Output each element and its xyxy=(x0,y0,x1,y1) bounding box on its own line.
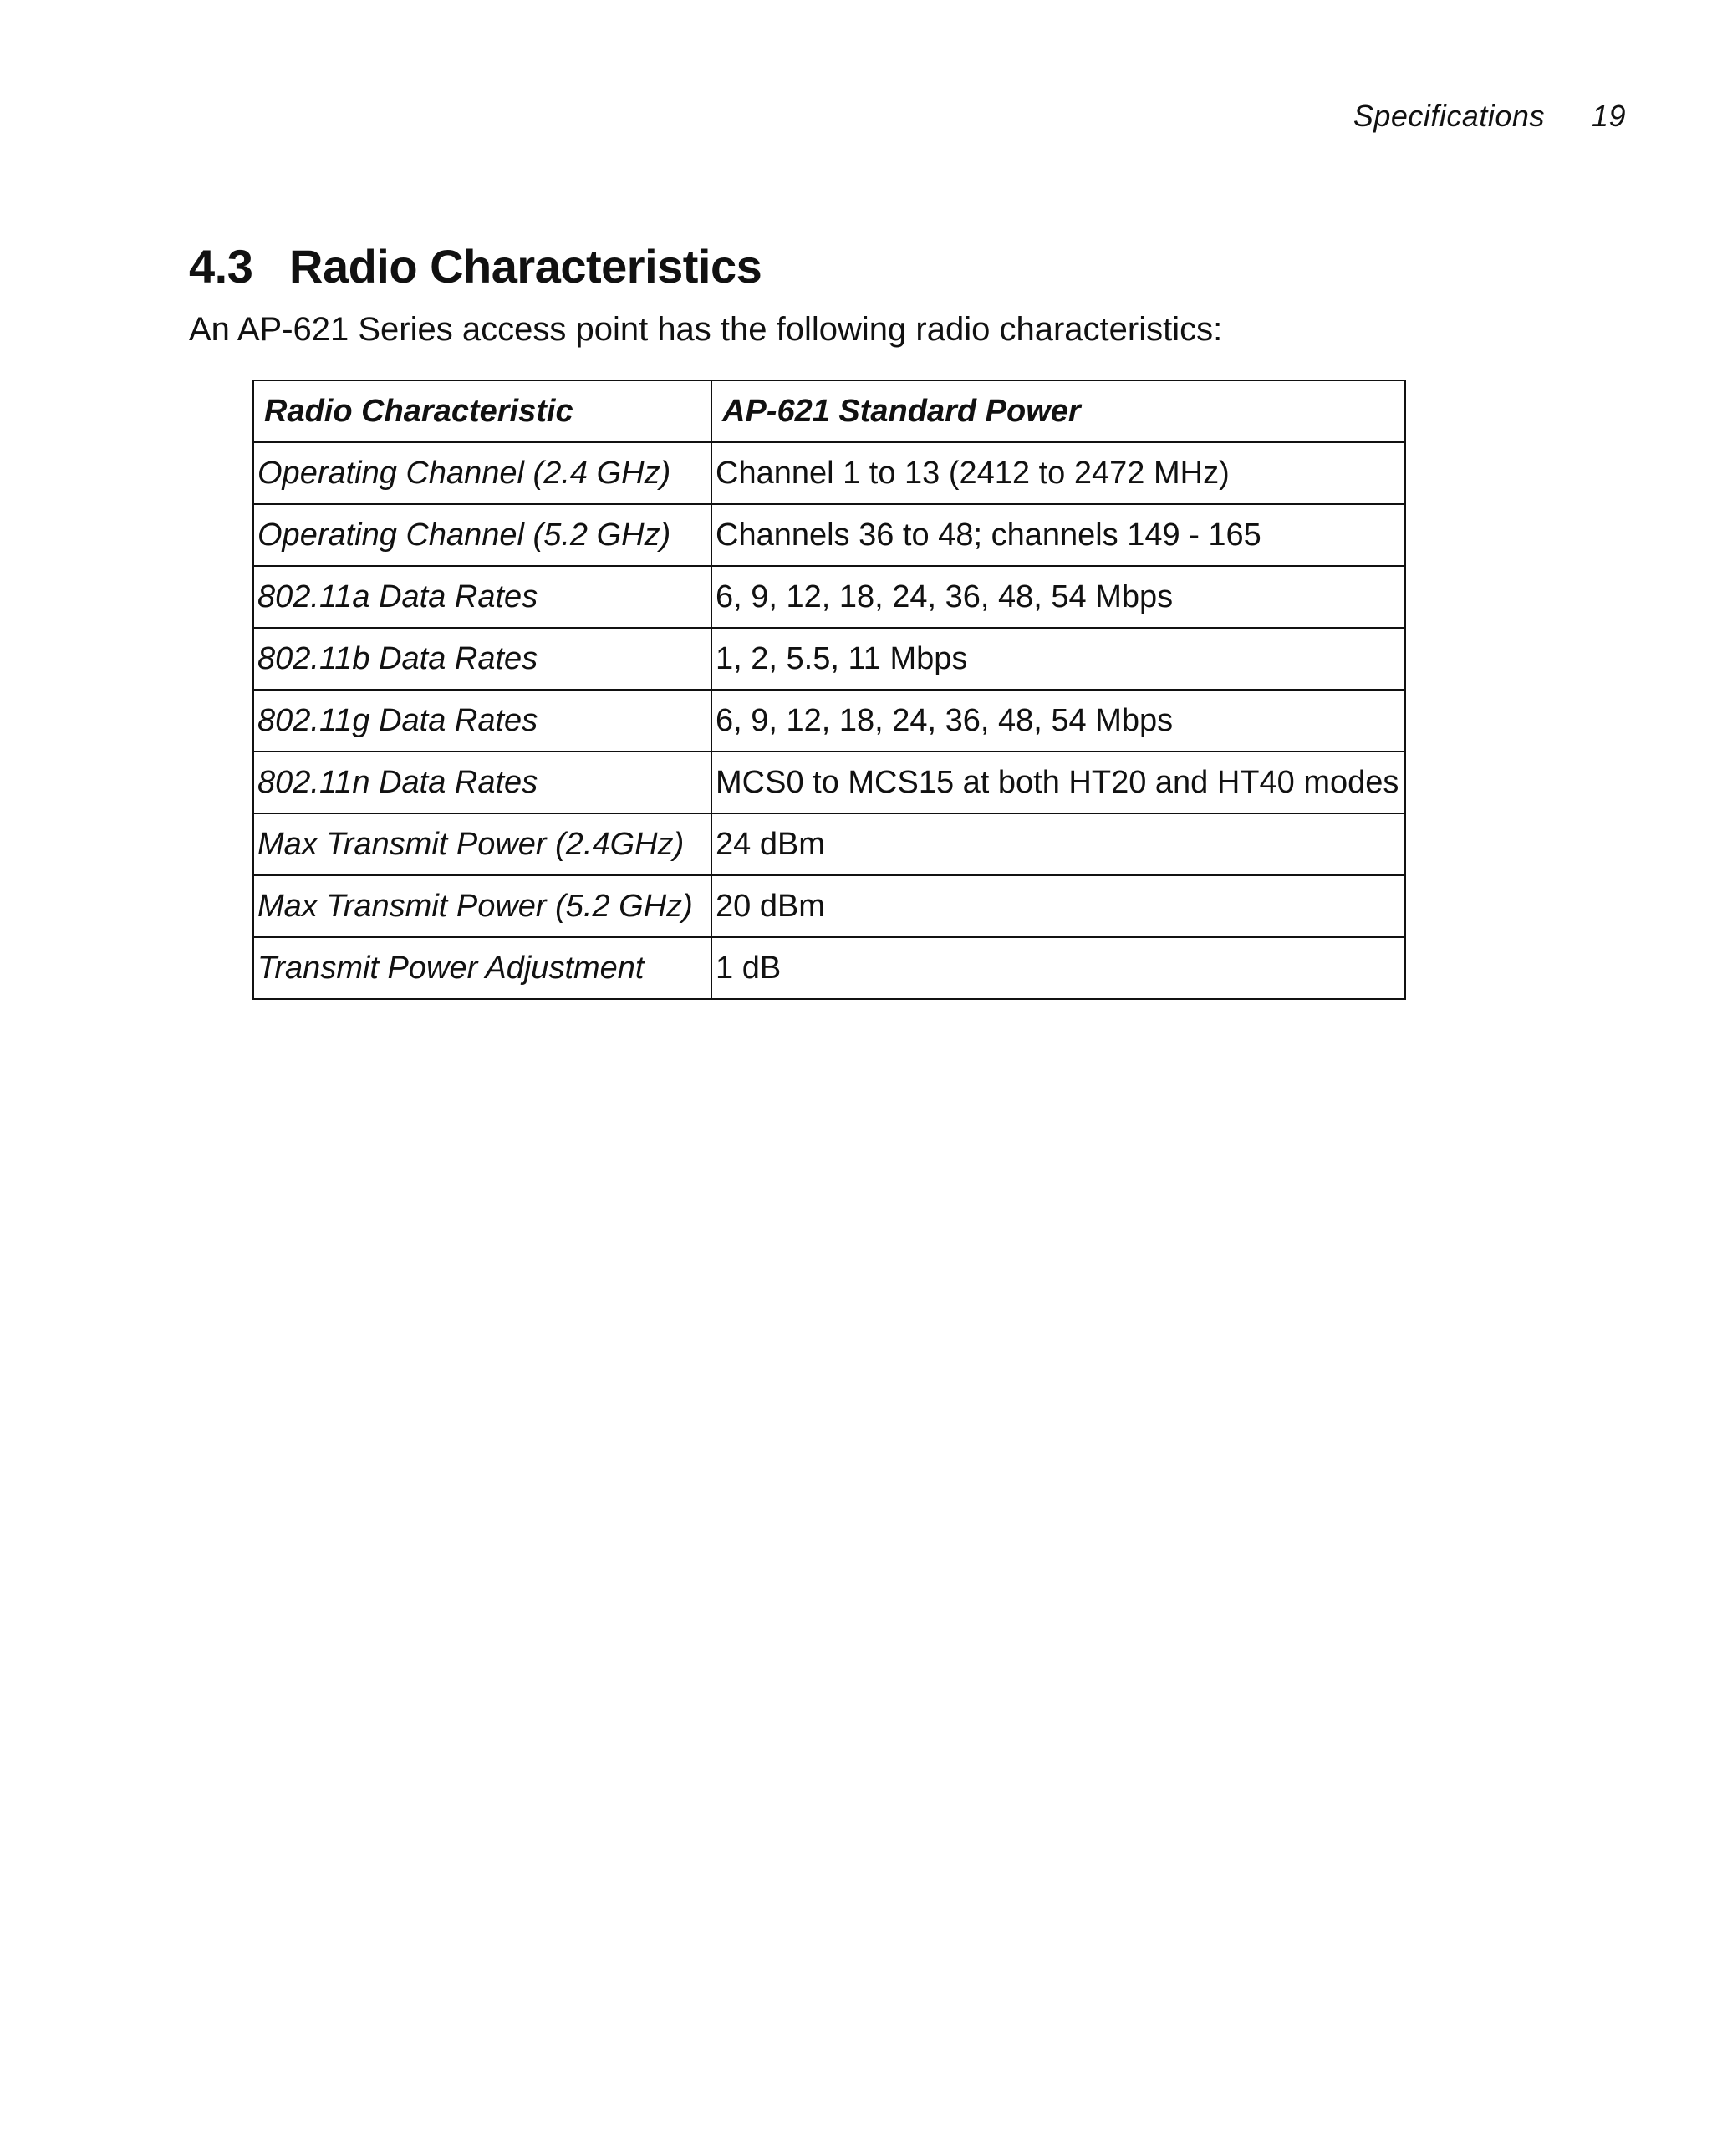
characteristic-cell: Operating Channel (2.4 GHz) xyxy=(253,442,711,504)
intro-paragraph: An AP-621 Series access point has the following radio characteristics: xyxy=(189,311,1223,348)
value-cell: 1, 2, 5.5, 11 Mbps xyxy=(711,628,1405,690)
characteristic-cell: 802.11b Data Rates xyxy=(253,628,711,690)
section-heading xyxy=(189,239,762,293)
table-row xyxy=(253,937,1405,999)
table-row xyxy=(253,813,1405,875)
value-cell: 24 dBm xyxy=(711,813,1405,875)
running-header-section: Specifications xyxy=(1353,99,1545,133)
table-row xyxy=(253,504,1405,566)
table-row xyxy=(253,752,1405,813)
characteristic-cell: Max Transmit Power (5.2 GHz) xyxy=(253,875,711,937)
table-header-row xyxy=(253,380,1405,442)
value-cell: Channels 36 to 48; channels 149 - 165 xyxy=(711,504,1405,566)
section-title: Radio Characteristics xyxy=(289,240,762,293)
value-cell: 6, 9, 12, 18, 24, 36, 48, 54 Mbps xyxy=(711,690,1405,752)
characteristic-cell: 802.11n Data Rates xyxy=(253,752,711,813)
table-row xyxy=(253,628,1405,690)
column-header-characteristic: Radio Characteristic xyxy=(253,380,711,442)
characteristic-cell: Operating Channel (5.2 GHz) xyxy=(253,504,711,566)
running-header xyxy=(1353,99,1626,134)
table-row xyxy=(253,690,1405,752)
characteristic-cell: Transmit Power Adjustment xyxy=(253,937,711,999)
value-cell: 1 dB xyxy=(711,937,1405,999)
radio-characteristics-table xyxy=(252,380,1406,1000)
table-row xyxy=(253,875,1405,937)
characteristic-cell: Max Transmit Power (2.4GHz) xyxy=(253,813,711,875)
section-number: 4.3 xyxy=(189,240,253,293)
characteristic-cell: 802.11a Data Rates xyxy=(253,566,711,628)
table-row xyxy=(253,566,1405,628)
value-cell: MCS0 to MCS15 at both HT20 and HT40 modes xyxy=(711,752,1405,813)
value-cell: 20 dBm xyxy=(711,875,1405,937)
value-cell: 6, 9, 12, 18, 24, 36, 48, 54 Mbps xyxy=(711,566,1405,628)
characteristic-cell: 802.11g Data Rates xyxy=(253,690,711,752)
page-number: 19 xyxy=(1591,99,1626,133)
column-header-value: AP-621 Standard Power xyxy=(711,380,1405,442)
value-cell: Channel 1 to 13 (2412 to 2472 MHz) xyxy=(711,442,1405,504)
table-row xyxy=(253,442,1405,504)
